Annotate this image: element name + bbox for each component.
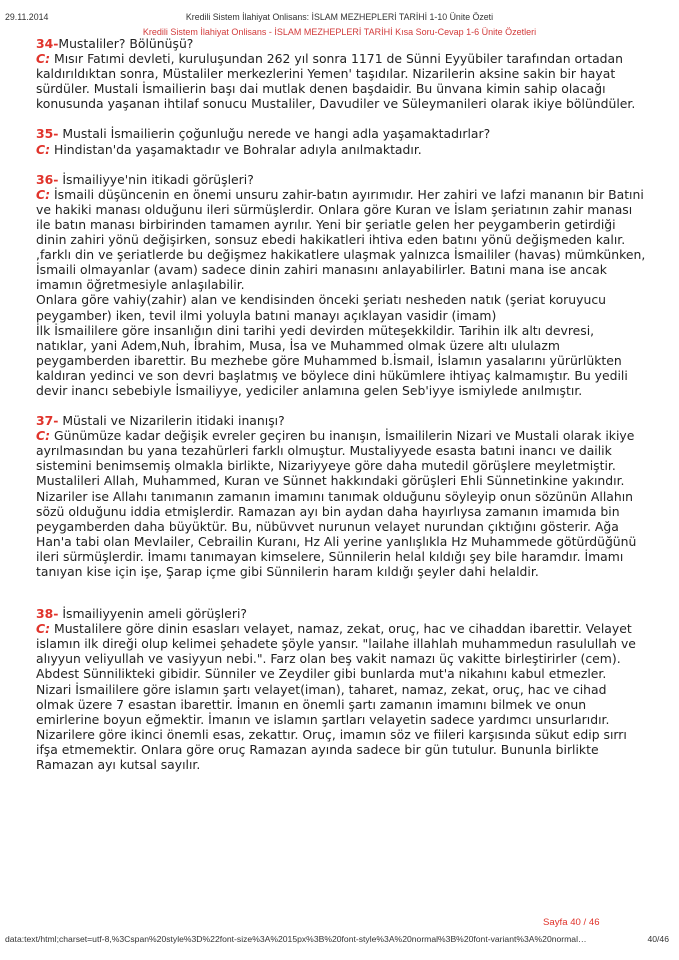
answer-paragraph: Onlara göre vahiy(zahir) alan ve kendisinden önceki şeriatı nesheden natık (şeriat koruyucu peygamber) iken, tevil ilmi yoluyla batıni manayı açıklayan vasidir (imam) bbox=[36, 292, 606, 323]
question-number: 37- bbox=[36, 413, 59, 429]
question-line bbox=[36, 126, 648, 141]
print-date: 29.11.2014 bbox=[5, 12, 49, 22]
answer-paragraph bbox=[36, 428, 648, 579]
answer-label: C: bbox=[36, 428, 51, 444]
source-url: data:text/html;charset=utf-8,%3Cspan%20style%3D%22font-size%3A%2015px%3B%20font-style%3A%20normal%3B%20font-variant%3A%20normal… bbox=[5, 934, 587, 944]
qa-content bbox=[36, 36, 648, 772]
question-number: 34- bbox=[36, 36, 59, 51]
answer-paragraph bbox=[36, 51, 648, 111]
print-title: Kredili Sistem İlahiyat Onlisans: İSLAM MEZHEPLERİ TARİHİ 1-10 Ünite Özeti bbox=[185, 12, 494, 22]
question-number: 38- bbox=[36, 606, 59, 622]
question-line bbox=[36, 36, 648, 51]
answer-label: C: bbox=[36, 186, 51, 202]
question-text: İsmailiyye'nin itikadi görüşleri? bbox=[62, 171, 254, 187]
answer-text: Mustalilere göre dinin esasları velayet, namaz, zekat, oruç, hac ve cihaddan ibarettir. Velayet islamın ilk direği olup kelimei şehadete şöyle yansır. "lailahe illahlah muhammedun rasulullah ve alıyyun veliyullah ve vasiyyun nebi.". Farz olan beş vakit namazı üç vakitte birleştirirler (cem). Abdest Sünnilikteki gibidir. Sünniler ve Zeydiler gibi bunlarda mut'a nikahını kabul etmezler. bbox=[36, 621, 636, 682]
answer-text: Hindistan'da yaşamaktadır ve Bohralar adıyla anılmaktadır. bbox=[54, 141, 422, 157]
print-header bbox=[0, 12, 679, 24]
question-text: Mustaliler? Bölünüşü? bbox=[58, 36, 194, 51]
question-text: İsmailiyyenin ameli görüşleri? bbox=[62, 606, 247, 622]
answer-label: C: bbox=[36, 621, 51, 637]
answer-text: Günümüze kadar değişik evreler geçiren bu inanışın, İsmaililerin Nizari ve Mustali olarak ikiye ayrılmasından bu yana tezahürleri farklı olmuştur. Mustaliyyede esasta batıni inancı ve dailik sistemini benimsemiş olmakla birlikte, Nizariyyeye göre daha mutedil görüşlere meyletmiştir. Mustalileri Allah, Muhammed, Kuran ve Sünnet hakkındaki görüşleri Ehli Sünnetinkine yakındır. Nizariler ise Allahı tanımanın zamanın imamını tanımak olduğunu söyleyip onun sözünün Allahın sözü olduğunu iddia etmişlerdir. Ramazan ayı bin aydan daha hayırlıysa zamanın imamıda bin peygamberden daha büyüktür. Bu, nübüvvet nurunun velayet nurundan çıktığını gösterir. Ağa Han'a tabi olan Mevlailer, Cebrailin Kuranı, Hz Ali yerine yanlışlıkla Hz Muhammede götürdüğünü ileri sürmüşlerdir. İmamı tanımayan kimselere, Sünnilerin helal kıldığı şey bile haramdır. İmamı tanıyan kise için işe, Şarap içme gibi Sünnilerin haram kıldığı şeyler dahi helaldir. bbox=[36, 428, 637, 579]
answer-label: C: bbox=[36, 141, 51, 157]
document-subtitle: Kredili Sistem İlahiyat Onlisans - İSLAM MEZHEPLERİ TARİHİ Kısa Soru-Cevap 1-6 Ünite Özetleri bbox=[142, 27, 537, 37]
page-number: 40/46 bbox=[647, 934, 669, 944]
qa-section-38 bbox=[36, 606, 648, 772]
print-footer bbox=[0, 934, 679, 946]
answer-paragraph bbox=[36, 142, 648, 157]
answer-text: Mısır Fatımi devleti, kuruluşundan 262 yıl sonra 1171 de Sünni Eyyübiler tarafından ortadan kaldırıldıktan sonra, Müstaliler merkezlerini Yemen' taşıdılar. Nizarilerin aksine sakin bir hayat sürdüler. Mustali İsmailierin başı dai mutlak denen başdaidir. Bu ünvana kimin sahip olacağı konusunda yaşanan ihtilaf sonucu Mustaliler, Davudiler ve Süleymanileri olarak ikiye bölündüler. bbox=[36, 51, 636, 112]
answer-paragraph: Nizari İsmaililere göre islamın şartı velayet(iman), taharet, namaz, zekat, oruç, hac ve cihad olmak üzere 7 esastan ibarettir. İmanın en önemli şartı zamanın imamını bilmek ve onun emirlerine boyun eğmektir. İmanın ve islamın şartları velayetin sadece yardımcı unsurlarıdır. Nizarilere göre ikinci önemli esas, zekattır. Oruç, imamın söz ve fiileri karşısında sükut edip sırrı ifşa etmemektir. Onlara göre oruç Ramazan ayında sadece bir gün tutulur. Bununla birlikte Ramazan ayı kutsal sayılır. bbox=[36, 681, 627, 773]
answer-paragraph bbox=[36, 621, 648, 681]
qa-section-35 bbox=[36, 126, 648, 156]
question-line bbox=[36, 606, 648, 621]
question-number: 35- bbox=[36, 126, 59, 142]
qa-section-37 bbox=[36, 413, 648, 579]
answer-text: İsmaili düşüncenin en önemi unsuru zahir-batın ayırımıdır. Her zahiri ve lafzi mananın bir Batıni ve hakiki manası olduğunu ileri sürmüşlerdir. Onlara göre Kuran ve İslam şeriatının zahir manası ile batın manası birbirinden tamamen ayrılır. Yeni bir şeriatle gelen her peygamberin getirdiği dinin zahiri yönü değişirken, sonsuz ebedi hakikatleri ihtiva eden batını yönü değişmeden kalır. ,farklı din ve şeriatlerde bu değişmez hakikatlere ulaşmak yalnızca İsmaililer (havas) mümkünken, İsmaili olmayanlar (avam) sadece dinin zahiri manasını anlayabilirler. Batıni mana ise ancak imamın öğretmesiyle anlaşılabilir. bbox=[36, 186, 646, 293]
question-text: Müstali ve Nizarilerin itidaki inanışı? bbox=[62, 413, 285, 429]
page-label: Sayfa 40 / 46 bbox=[543, 917, 600, 928]
answer-paragraph bbox=[36, 187, 648, 293]
qa-section-34 bbox=[36, 36, 648, 111]
question-line bbox=[36, 172, 648, 187]
answer-label: C: bbox=[36, 51, 51, 67]
question-line bbox=[36, 413, 648, 428]
answer-paragraph: İlk İsmaililere göre insanlığın dini tarihi yedi devirden müteşekkildir. Tarihin ilk altı devresi, natıklar, yani Adem,Nuh, İbrahim, Musa, İsa ve Muhammed olmak üzere altı ululazm peygamberden ibarettir. Bu mezhebe göre Muhammed b.İsmail, İslamın yasalarını yürürlükten kaldıran yedinci ve son devri başlatmış ve böylece dini hükümlere ihtiyaç kalmamıştır. Bu yedili devir inancı sebebiyle İsmailiyye, yediciler anlamına gelen Seb'iyye ismiylede anılmıştır. bbox=[36, 322, 628, 398]
question-text: Mustali İsmailierin çoğunluğu nerede ve hangi adla yaşamaktadırlar? bbox=[62, 126, 491, 142]
question-number: 36- bbox=[36, 171, 59, 187]
qa-section-36 bbox=[36, 172, 648, 398]
